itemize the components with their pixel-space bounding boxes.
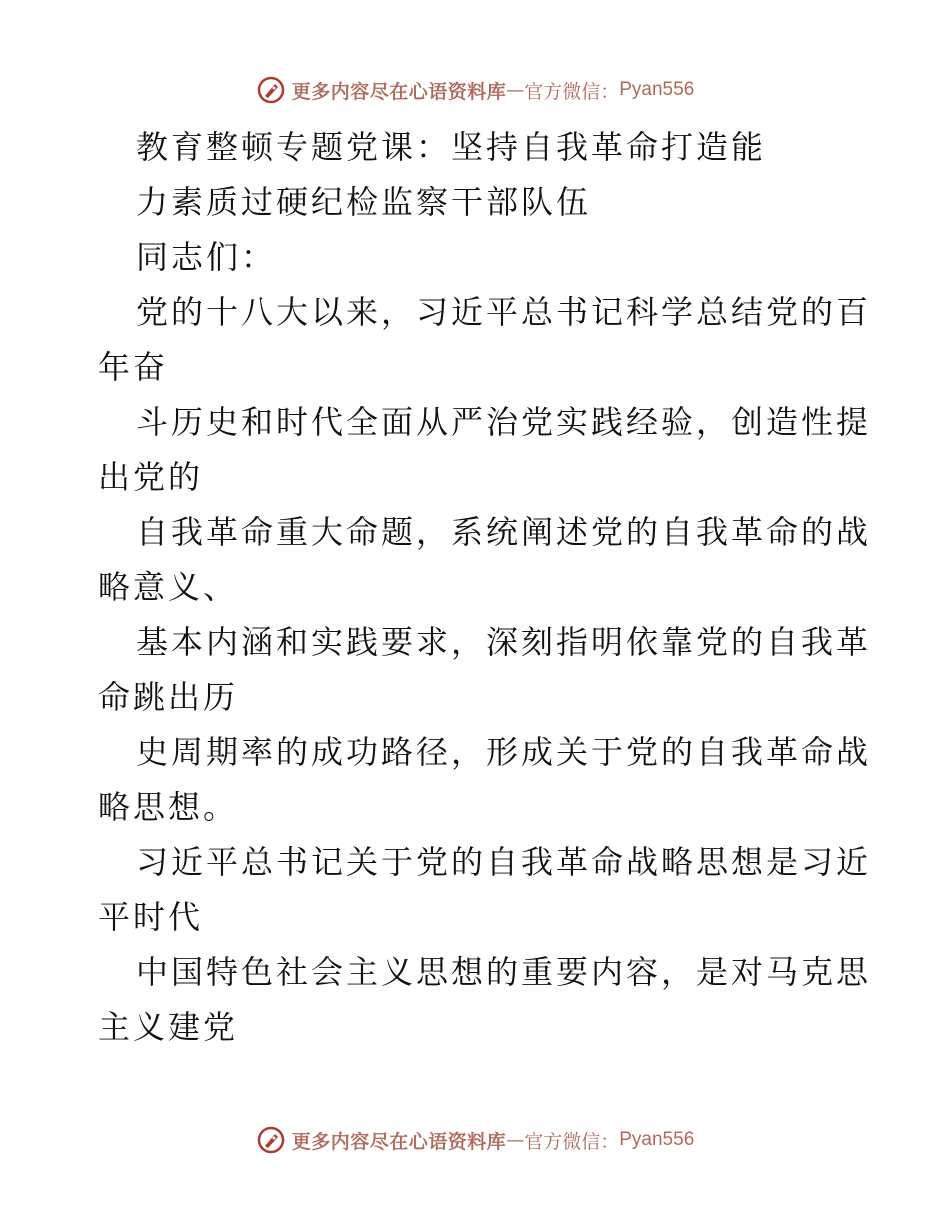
text-line: 同志们： <box>136 238 277 276</box>
text-line: 略思想。 <box>98 788 239 826</box>
text-line: 力素质过硬纪检监察干部队伍 <box>136 183 592 221</box>
document-body <box>98 120 872 1055</box>
wechat-handle: Pyan556 <box>619 79 695 100</box>
text-line: 基本内涵和实践要求，深刻指明依靠党的自我革 <box>136 623 872 661</box>
text-line: 命跳出历 <box>98 678 239 716</box>
text-line: 斗历史和时代全面从严治党实践经验，创造性提 <box>136 403 872 441</box>
separator: — <box>506 1129 525 1151</box>
footer-banner <box>0 1120 950 1160</box>
wechat-label: 官方微信： <box>524 1130 620 1153</box>
text-line: 自我革命重大命题，系统阐述党的自我革命的战 <box>136 513 872 551</box>
wechat-handle: Pyan556 <box>619 1129 695 1150</box>
brand-text: 更多内容尽在心语资料库 <box>291 1130 507 1153</box>
text-line: 年奋 <box>98 348 169 386</box>
text-line: 略意义、 <box>98 568 239 606</box>
text-line: 主义建党 <box>98 1008 239 1046</box>
text-line: 教育整顿专题党课：坚持自我革命打造能 <box>136 128 767 166</box>
text-line: 习近平总书记关于党的自我革命战略思想是习近 <box>136 843 872 881</box>
header-banner <box>0 70 950 110</box>
wechat-label: 官方微信： <box>524 80 620 103</box>
text-line: 平时代 <box>98 898 204 936</box>
text-line: 出党的 <box>98 458 204 496</box>
pen-nib-circle-icon <box>256 75 286 105</box>
pen-nib-circle-icon <box>256 1125 286 1155</box>
text-line: 党的十八大以来，习近平总书记科学总结党的百 <box>136 293 872 331</box>
brand-text: 更多内容尽在心语资料库 <box>291 80 507 103</box>
text-line: 中国特色社会主义思想的重要内容，是对马克思 <box>136 953 872 991</box>
separator: — <box>506 79 525 101</box>
text-line: 史周期率的成功路径，形成关于党的自我革命战 <box>136 733 872 771</box>
